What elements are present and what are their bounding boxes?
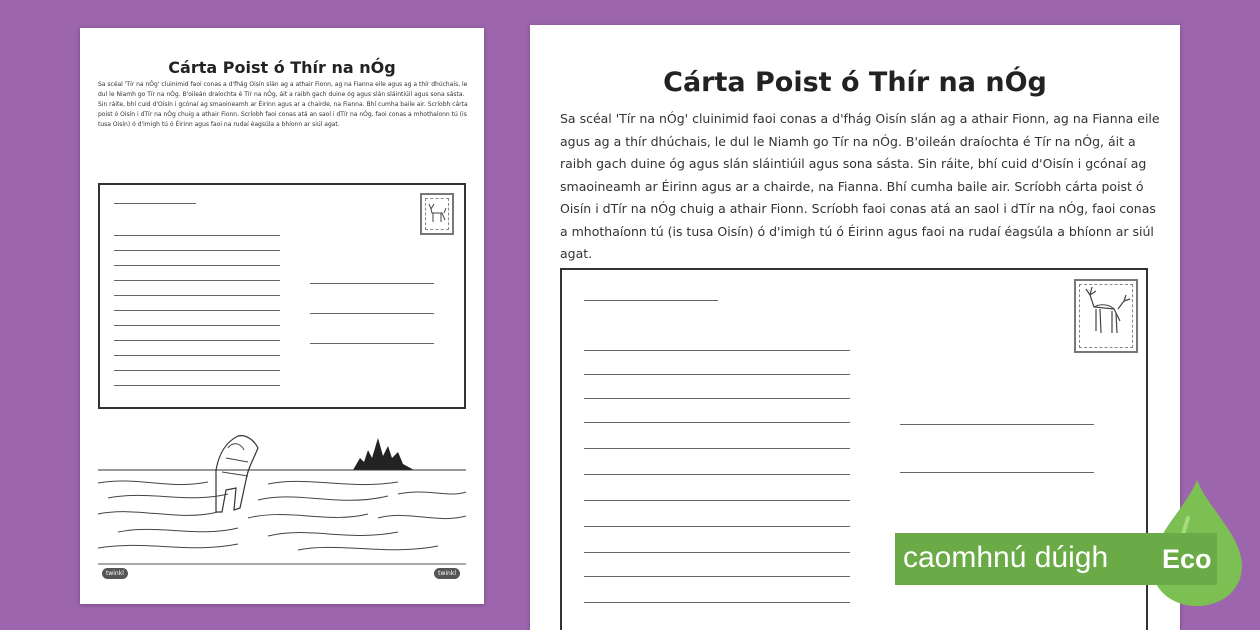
writing-line <box>584 398 850 399</box>
writing-line <box>114 325 280 326</box>
writing-line <box>114 340 280 341</box>
writing-line <box>584 576 850 577</box>
horse-riders-icon <box>216 436 258 512</box>
address-line <box>310 283 434 284</box>
castle-icon <box>353 438 414 470</box>
writing-line <box>114 235 280 236</box>
writing-line <box>114 355 280 356</box>
address-line <box>310 343 434 344</box>
eco-banner-text: caomhnú dúigh <box>903 541 1109 574</box>
postcard <box>98 183 466 409</box>
worksheet-title: Cárta Poist ó Thír na nÓg <box>168 58 396 77</box>
writing-line <box>114 310 280 311</box>
writing-line <box>114 295 280 296</box>
writing-line <box>584 422 850 423</box>
eco-label: Eco <box>1162 544 1212 574</box>
writing-line <box>584 500 850 501</box>
writing-line <box>584 602 850 603</box>
writing-line <box>584 350 850 351</box>
address-line <box>114 203 196 204</box>
twinkl-logo-icon: twinkl <box>434 568 460 579</box>
writing-line <box>114 280 280 281</box>
writing-line <box>584 552 850 553</box>
twinkl-logo-icon: twinkl <box>102 568 128 579</box>
writing-line <box>114 385 280 386</box>
stamp-icon <box>1074 279 1138 353</box>
worksheet-thumbnail <box>80 28 484 604</box>
address-line <box>900 472 1094 473</box>
writing-line <box>114 250 280 251</box>
worksheet-title: Cárta Poist ó Thír na nÓg <box>663 67 1047 98</box>
writing-line <box>584 448 850 449</box>
coast-scene <box>98 428 466 568</box>
writing-line <box>114 370 280 371</box>
writing-line <box>114 265 280 266</box>
writing-line <box>584 374 850 375</box>
address-line <box>310 313 434 314</box>
writing-line <box>584 526 850 527</box>
writing-line <box>584 474 850 475</box>
worksheet-intro: Sa scéal 'Tír na nÓg' cluinimid faoi conas a d'fhág Oisín slán ag a athair Fionn, ag na Fianna eile agus ag a thír dhúchais, le dul le Niamh go Tír na nÓg. B'oileán draíochta é Tír na nÓg, áit a raibh gach duine óg agus slán sláintiúil agus sona sásta. Sin ráite, bhí cuid d'Oisín i gcónaí ag smaoineamh ar Éirinn agus ar a chairde, na Fianna. Bhí cumha baile air. Scríobh cárta poist ó Oisín i dTír na nÓg chuig a athair Fionn. Scríobh faoi conas atá an saol i dTír na nÓg, faoi conas a mhothaíonn tú (is tusa Oisín) ó d'imigh tú ó Éirinn agus faoi na rudaí éagsúla a bhíonn ar siúl agat. <box>98 81 468 128</box>
worksheet-intro: Sa scéal 'Tír na nÓg' cluinimid faoi conas a d'fhág Oisín slán ag a athair Fionn, ag na Fianna eile agus ag a thír dhúchais, le dul le Niamh go Tír na nÓg. B'oileán draíochta é Tír na nÓg, áit a raibh gach duine óg agus slán sláintiúil agus sona sásta. Sin ráite, bhí cuid d'Oisín i gcónaí ag smaoineamh ar Éirinn agus ar a chairde, na Fianna. Bhí cumha baile air. Scríobh cárta poist ó Oisín i dTír na nÓg chuig a athair Fionn. Scríobh faoi conas atá an saol i dTír na nÓg, faoi conas a mhothaíonn tú (is tusa Oisín) ó d'imigh tú ó Éirinn agus faoi na rudaí éagsúla a bhíonn ar siúl agat. <box>560 111 1160 261</box>
stag-icon <box>1076 281 1136 351</box>
address-line <box>900 424 1094 425</box>
stag-icon <box>422 195 452 233</box>
stamp-icon <box>420 193 454 235</box>
address-line <box>584 300 718 301</box>
